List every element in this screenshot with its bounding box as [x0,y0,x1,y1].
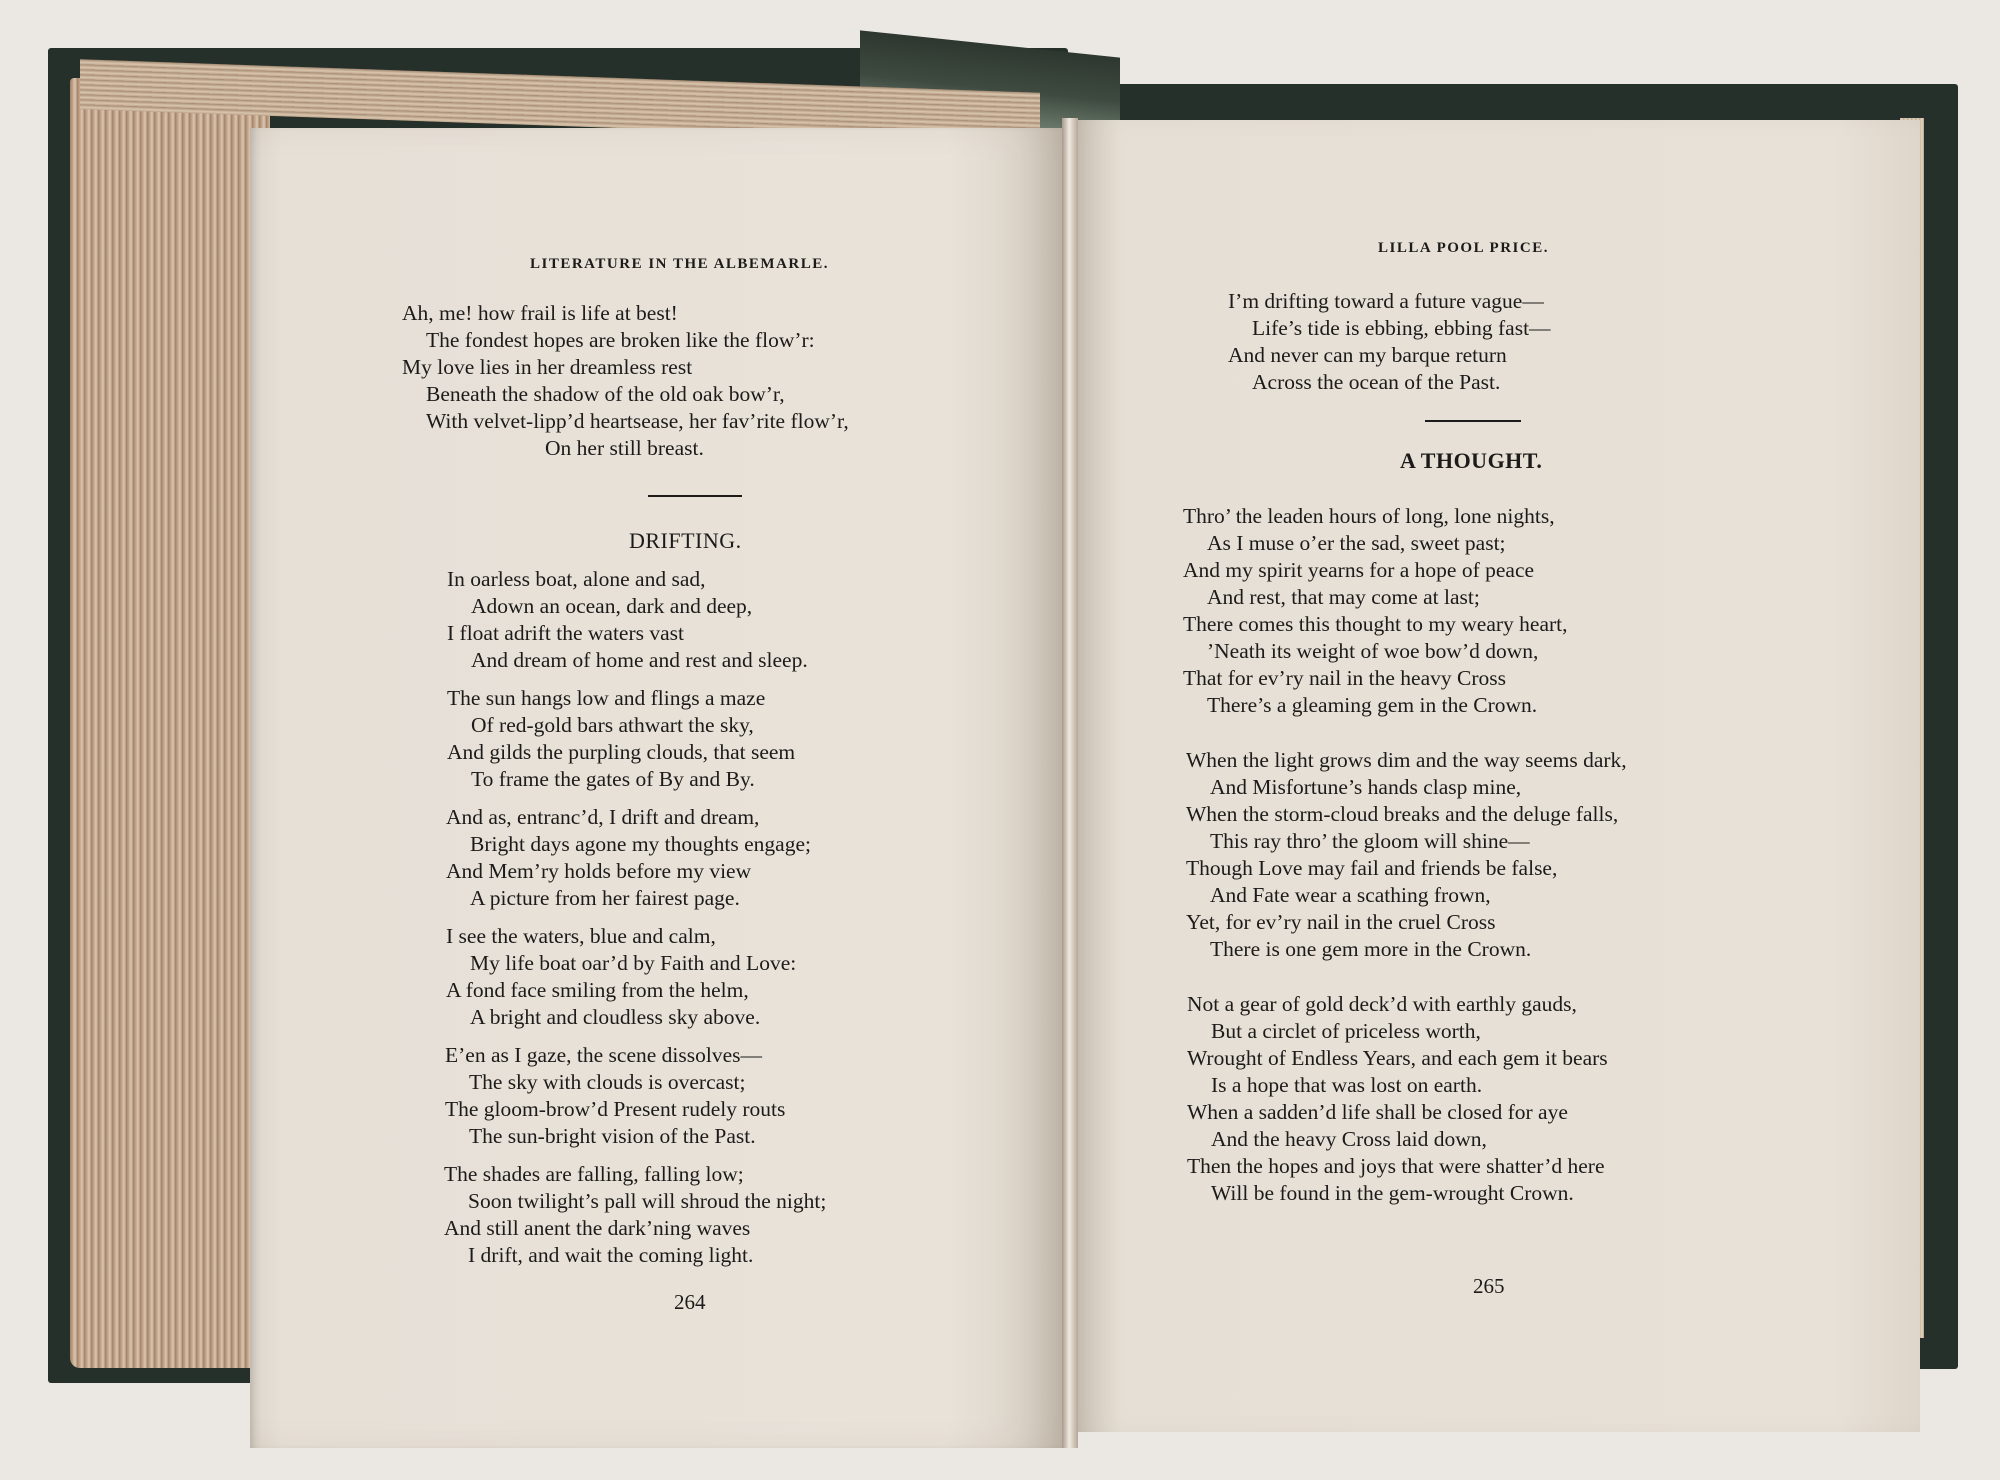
verse-line: ’Neath its weight of woe bow’d down, [1207,639,1539,663]
page-number-right: 265 [1473,1274,1505,1298]
verse-line: My life boat oar’d by Faith and Love: [470,951,797,975]
verse-line: With velvet-lipp’d heartsease, her fav’rite flow’r, [426,409,849,433]
poem-title-a-thought: A THOUGHT. [1400,448,1543,473]
verse-line: I drift, and wait the coming light. [468,1243,754,1267]
verse-line: Beneath the shadow of the old oak bow’r, [426,382,785,406]
verse-line: Then the hopes and joys that were shatter’d here [1187,1154,1605,1178]
verse-line: Is a hope that was lost on earth. [1211,1073,1483,1097]
verse-line: And still anent the dark’ning waves [444,1216,751,1240]
verse-line: And never can my barque return [1228,343,1507,367]
verse-line: And dream of home and rest and sleep. [471,648,808,672]
verse-line: And my spirit yearns for a hope of peace [1183,558,1535,582]
verse-line: There’s a gleaming gem in the Crown. [1207,693,1538,717]
verse-line: There comes this thought to my weary heart, [1183,612,1568,636]
verse-line: I see the waters, blue and calm, [446,924,716,948]
verse-line: The fondest hopes are broken like the flow’r: [426,328,815,352]
verse-line: And rest, that may come at last; [1207,585,1480,609]
verse-line: Thro’ the leaden hours of long, lone nights, [1183,504,1555,528]
poem-title-drifting: DRIFTING. [629,528,742,553]
left-page [250,128,1070,1448]
verse-line: I float adrift the waters vast [447,621,685,645]
verse-line: I’m drifting toward a future vague— [1228,289,1544,313]
verse-line: This ray thro’ the gloom will shine— [1210,829,1530,853]
running-head-right: LILLA POOL PRICE. [1378,240,1549,256]
verse-line: And Misfortune’s hands clasp mine, [1210,775,1522,799]
verse-line: The sun hangs low and flings a maze [447,686,766,710]
section-divider [648,495,742,497]
verse-line: On her still breast. [545,436,704,460]
verse-line: Soon twilight’s pall will shroud the night; [468,1189,827,1213]
book-gutter [1062,118,1078,1448]
verse-line: And Fate wear a scathing frown, [1210,883,1491,907]
verse-line: Life’s tide is ebbing, ebbing fast— [1252,316,1551,340]
verse-line: And gilds the purpling clouds, that seem [447,740,796,764]
page-number-left: 264 [674,1290,706,1314]
page-edges-left [70,78,270,1368]
verse-line: Wrought of Endless Years, and each gem it bears [1187,1046,1608,1070]
verse-line: Yet, for ev’ry nail in the cruel Cross [1186,910,1496,934]
verse-line: Will be found in the gem-wrought Crown. [1211,1181,1574,1205]
verse-line: When the storm-cloud breaks and the deluge falls, [1186,802,1619,826]
verse-line: That for ev’ry nail in the heavy Cross [1183,666,1507,690]
verse-line: In oarless boat, alone and sad, [447,567,706,591]
verse-line: When a sadden’d life shall be closed for aye [1187,1100,1568,1124]
verse-line: A picture from her fairest page. [470,886,740,910]
verse-line: Adown an ocean, dark and deep, [471,594,753,618]
verse-line: Though Love may fail and friends be false, [1186,856,1558,880]
verse-line: As I muse o’er the sad, sweet past; [1207,531,1506,555]
running-head-left: LITERATURE IN THE ALBEMARLE. [530,256,830,272]
verse-line: The gloom-brow’d Present rudely routs [445,1097,786,1121]
verse-line: When the light grows dim and the way seems dark, [1186,748,1627,772]
verse-line: To frame the gates of By and By. [471,767,755,791]
verse-line: Across the ocean of the Past. [1252,370,1501,394]
verse-line: A fond face smiling from the helm, [446,978,749,1002]
verse-line: The sun-bright vision of the Past. [469,1124,756,1148]
verse-line: The sky with clouds is overcast; [469,1070,746,1094]
verse-line: A bright and cloudless sky above. [470,1005,761,1029]
verse-line: Ah, me! how frail is life at best! [402,301,678,325]
verse-line: Not a gear of gold deck’d with earthly gauds, [1187,992,1577,1016]
verse-line: And the heavy Cross laid down, [1211,1127,1487,1151]
verse-line: Bright days agone my thoughts engage; [470,832,811,856]
right-page [1070,120,1920,1432]
verse-line: My love lies in her dreamless rest [402,355,693,379]
section-divider [1425,420,1521,422]
verse-line: The shades are falling, falling low; [444,1162,744,1186]
verse-line: Of red-gold bars athwart the sky, [471,713,754,737]
verse-line: And as, entranc’d, I drift and dream, [446,805,760,829]
verse-line: And Mem’ry holds before my view [446,859,752,883]
verse-line: There is one gem more in the Crown. [1210,937,1532,961]
verse-line: But a circlet of priceless worth, [1211,1019,1481,1043]
verse-line: E’en as I gaze, the scene dissolves— [445,1043,763,1067]
